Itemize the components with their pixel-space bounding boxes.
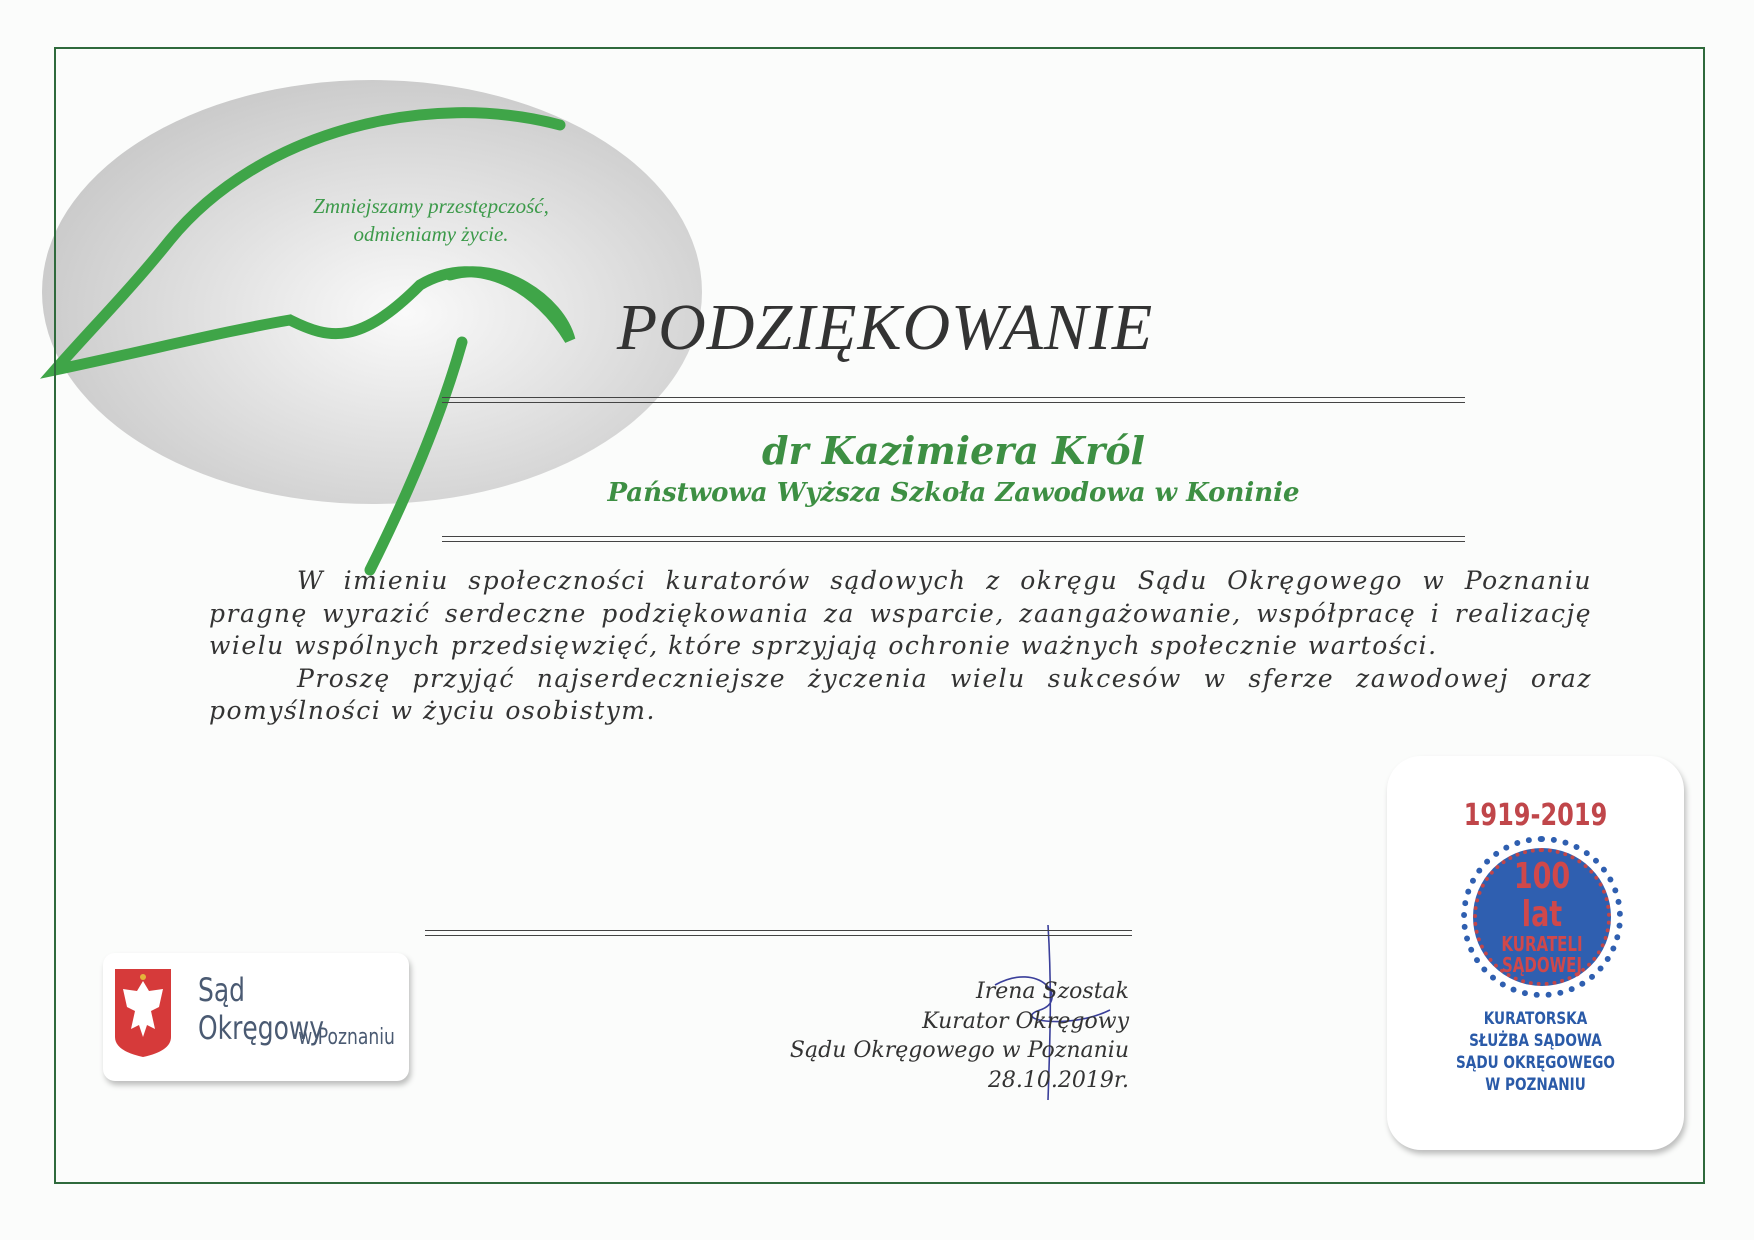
divider <box>442 536 1465 542</box>
signature-line <box>425 930 1132 936</box>
certificate-body <box>209 565 1592 728</box>
body-paragraph: W imieniu społeczności kuratorów sądowych z okręgu Sądu Okręgowego w Poznaniu pragnę wyrazić serdeczne podziękowania za wsparcie, zaangażowanie, współpracę i realizację wielu wspólnych przedsięwzięć, które sprzyjają ochronie ważnych społecznie wartości. <box>209 566 1592 660</box>
badge-caption-line: W POZNANIU <box>1485 1075 1586 1095</box>
badge-caption-line: SĄDU OKRĘGOWEGO <box>1456 1053 1615 1073</box>
signer-position: Kurator Okręgowy <box>922 1008 1129 1034</box>
court-logo-name: Sąd Okręgowy <box>198 971 325 1047</box>
badge-center-line: KURATELI <box>1501 931 1583 956</box>
signature-block <box>790 977 1129 1095</box>
certificate-title: PODZIĘKOWANIE <box>616 291 1154 364</box>
badge-years: 1919-2019 <box>1463 798 1608 833</box>
anniversary-badge <box>1387 756 1684 1150</box>
motto-line-2: odmieniamy życie. <box>353 222 509 246</box>
polish-eagle-emblem-icon <box>113 967 173 1059</box>
recipient-institution: Państwowa Wyższa Szkoła Zawodowa w Koninie <box>607 478 1300 508</box>
badge-caption-line: SŁUŻBA SĄDOWA <box>1469 1031 1602 1051</box>
badge-center-line: 100 lat <box>1513 856 1571 935</box>
signer-court: Sądu Okręgowego w Poznaniu <box>789 1038 1129 1063</box>
court-logo-city: w Poznaniu <box>298 1025 395 1050</box>
court-logo <box>103 953 409 1081</box>
body-paragraph: Proszę przyjąć najserdeczniejsze życzenia wielu sukcesów w sferze zawodowej oraz pomyślności w życiu osobistym. <box>209 663 1592 725</box>
badge-center <box>1473 858 1611 976</box>
badge-caption-line: KURATORSKA <box>1483 1009 1588 1029</box>
recipient-name: dr Kazimiera Król <box>761 428 1145 473</box>
signer-name: Irena Szostak <box>976 979 1129 1004</box>
signature-date: 28.10.2019r. <box>987 1067 1129 1093</box>
badge-caption <box>1417 1008 1655 1096</box>
divider <box>442 397 1465 403</box>
motto-line-1: Zmniejszamy przestępczość, <box>313 194 549 218</box>
badge-center-line: SĄDOWEJ <box>1502 952 1582 977</box>
